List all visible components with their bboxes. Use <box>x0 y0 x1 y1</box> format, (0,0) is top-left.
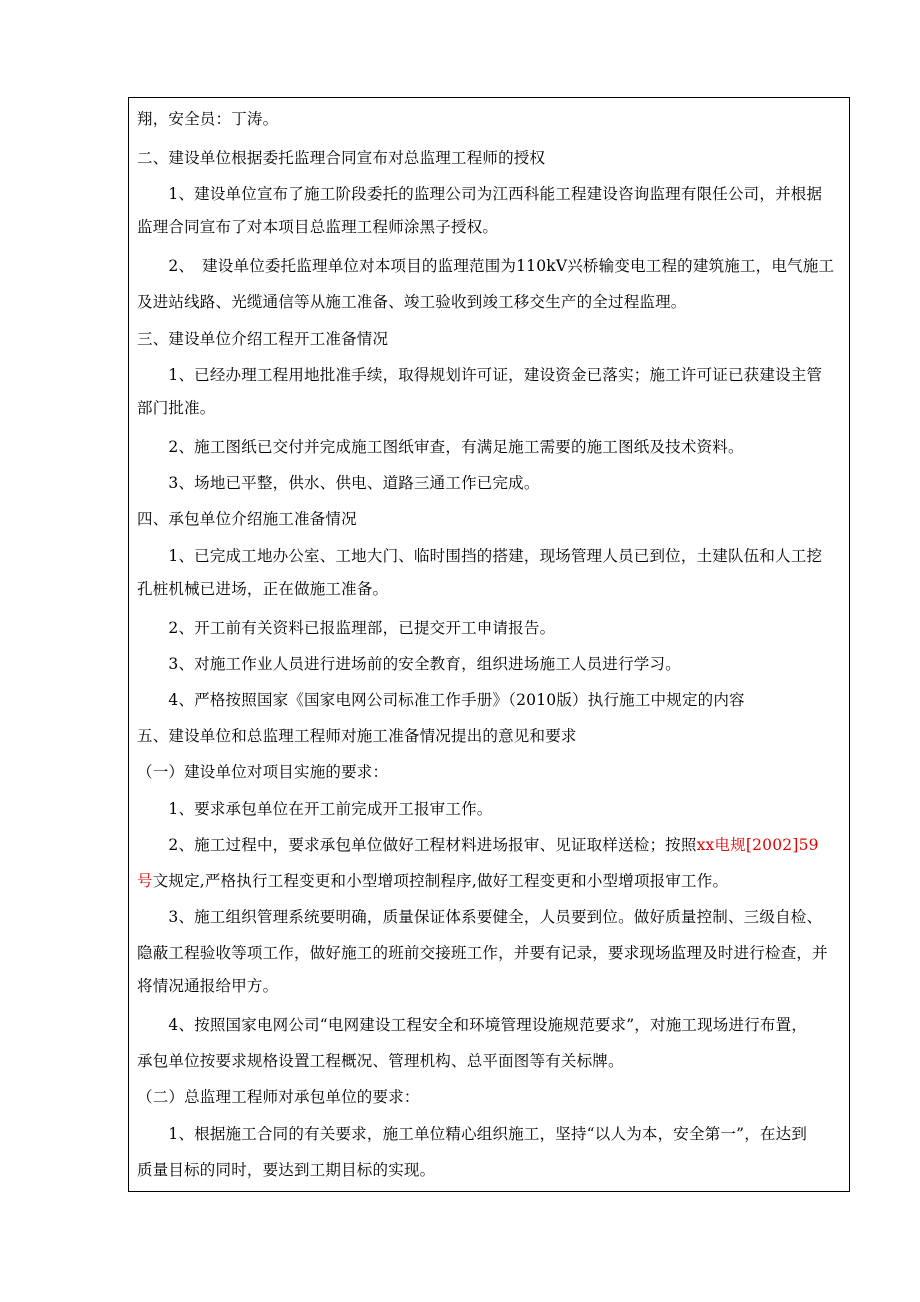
text-line: 承包单位按要求规格设置工程概况、管理机构、总平面图等有关标牌。 <box>137 1052 624 1070</box>
document-reference: 号 <box>137 872 153 890</box>
text-line: 将情况通报给甲方。 <box>137 977 279 995</box>
text-line: 3、场地已平整，供水、供电、道路三通工作已完成。 <box>137 474 540 492</box>
text-line: 2、开工前有关资料已报监理部，已提交开工申请报告。 <box>137 619 556 637</box>
text-line <box>137 835 819 855</box>
document-reference: xx电规[2002]59 <box>696 836 819 854</box>
text-line: 及进站线路、光缆通信等从施工准备、竣工验收到竣工移交生产的全过程监理。 <box>137 293 687 311</box>
section-heading: 二、建设单位根据委托监理合同宣布对总监理工程师的授权 <box>137 149 546 167</box>
subsection-heading: （二）总监理工程师对承包单位的要求： <box>137 1088 420 1106</box>
subsection-heading: （一）建设单位对项目实施的要求： <box>137 763 389 781</box>
section-heading: 四、承包单位介绍施工准备情况 <box>137 510 357 528</box>
text-line: 孔桩机械已进场，正在做施工准备。 <box>137 580 389 598</box>
text-line: 3、施工组织管理系统要明确，质量保证体系要健全，人员要到位。做好质量控制、三级自检、 <box>137 908 823 926</box>
text-line: 翔，安全员：丁涛。 <box>137 110 279 128</box>
text-line: 质量目标的同时，要达到工期目标的实现。 <box>137 1161 436 1179</box>
text-line: 1、已完成工地办公室、工地大门、临时围挡的搭建，现场管理人员已到位，土建队伍和人工挖 <box>137 547 823 565</box>
text-line <box>137 871 728 891</box>
text-line: 1、已经办理工程用地批准手续，取得规划许可证，建设资金已落实；施工许可证已获建设主管 <box>137 366 823 384</box>
text-segment: 文规定,严格执行工程变更和小型增项控制程序,做好工程变更和小型增项报审工作。 <box>152 872 729 890</box>
text-line: 1、建设单位宣布了施工阶段委托的监理公司为江西科能工程建设咨询监理有限任公司，并根据 <box>137 185 823 203</box>
text-line: 2、施工图纸已交付并完成施工图纸审查，有满足施工需要的施工图纸及技术资料。 <box>137 438 744 456</box>
text-line: 1、要求承包单位在开工前完成开工报审工作。 <box>137 800 493 818</box>
text-line: 隐蔽工程验收等项工作，做好施工的班前交接班工作，并要有记录，要求现场监理及时进行检查，并 <box>137 944 828 962</box>
text-line: 2、 建设单位委托监理单位对本项目的监理范围为110kV兴桥输变电工程的建筑施工，电气施工 <box>137 257 835 275</box>
text-line: 1、根据施工合同的有关要求，施工单位精心组织施工，坚持“以人为本，安全第一”，在达到 <box>137 1125 808 1143</box>
text-line: 部门批准。 <box>137 399 216 417</box>
text-line: 3、对施工作业人员进行进场前的安全教育，组织进场施工人员进行学习。 <box>137 655 681 673</box>
text-line: 4、按照国家电网公司“电网建设工程安全和环境管理设施规范要求”，对施工现场进行布置， <box>137 1016 808 1034</box>
text-line: 4、严格按照国家《国家电网公司标准工作手册》（2010版）执行施工中规定的内容 <box>137 691 745 709</box>
section-heading: 三、建设单位介绍工程开工准备情况 <box>137 330 389 348</box>
text-line: 监理合同宣布了对本项目总监理工程师涂黑子授权。 <box>137 218 499 236</box>
text-segment: 2、施工过程中，要求承包单位做好工程材料进场报审、见证取样送检；按照 <box>137 836 697 854</box>
section-heading: 五、建设单位和总监理工程师对施工准备情况提出的意见和要求 <box>137 727 577 745</box>
